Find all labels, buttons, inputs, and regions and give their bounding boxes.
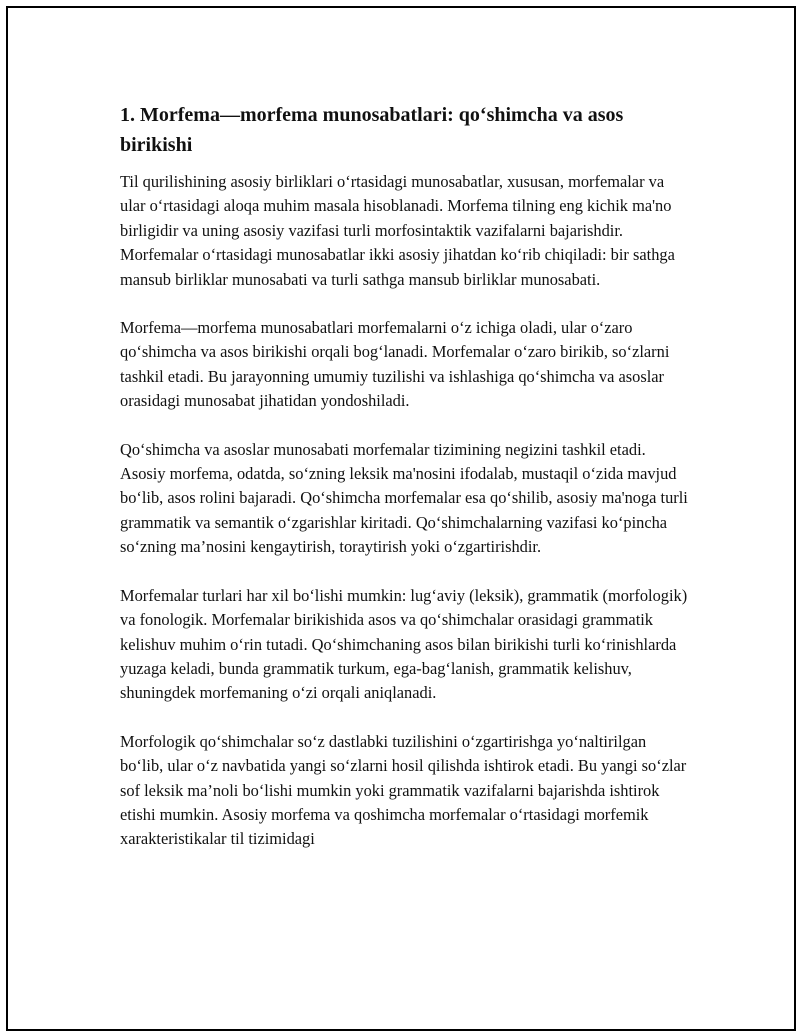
page-frame: [6, 6, 796, 1031]
document-body: [120, 100, 690, 876]
section-heading: 1. Morfema—morfema munosabatlari: qo‘shimcha va asos birikishi: [120, 104, 624, 156]
paragraph-1: Til qurilishining asosiy birliklari o‘rtasidagi munosabatlar, xususan, morfemalar va ular o‘rtasidagi aloqa muhim masala hisoblanadi. Morfema tilning eng kichik ma'no birligidir va uning asosiy vazifasi turli morfosintaktik vazifalarni bajarishdir. Morfemalar o‘rtasidagi munosabatlar ikki asosiy jihatdan ko‘rib chiqiladi: bir sathga mansub birliklar munosabati va turli sathga mansub birliklar munosabati.: [120, 172, 675, 289]
paragraph-3: Qo‘shimcha va asoslar munosabati morfemalar tizimining negizini tashkil etadi. Asosiy morfema, odatda, so‘zning leksik ma'nosini ifodalab, mustaqil o‘zida mavjud bo‘lib, asos rolini bajaradi. Qo‘shimcha morfemalar esa qo‘shilib, asosiy ma'noga turli grammatik va semantik o‘zgarishlar kiritadi. Qo‘shimchalarning vazifasi ko‘pincha so‘zning ma’nosini kengaytirish, toraytirish yoki o‘zgartirishdir.: [120, 439, 688, 557]
paragraph-4: Morfemalar turlari har xil bo‘lishi mumkin: lug‘aviy (leksik), grammatik (morfologik) va fonologik. Morfemalar birikishida asos va qo‘shimchalar orasidagi grammatik kelishuv muhim o‘rin tutadi. Qo‘shimchaning asos bilan birikishi turli ko‘rinishlarda yuzaga keladi, bunda grammatik turkum, ega-bag‘lanish, grammatik kelishuv, shuningdek morfemaning o‘zi orqali aniqlanadi.: [120, 585, 688, 703]
paragraph-5: Morfologik qo‘shimchalar so‘z dastlabki tuzilishini o‘zgartirishga yo‘naltirilgan bo‘lib, ular o‘z navbatida yangi so‘zlarni hosil qilishda ishtirok etadi. Bu yangi so‘zlar sof leksik ma’noli bo‘lishi mumkin yoki grammatik vazifalarni bajarishda ishtirok etishi mumkin. Asosiy morfema va qoshimcha morfemalar o‘rtasidagi morfemik xarakteristikalar til tizimidagi: [120, 731, 687, 849]
paragraph-2: Morfema—morfema munosabatlari morfemalarni o‘z ichiga oladi, ular o‘zaro qo‘shimcha va asos birikishi orqali bog‘lanadi. Morfemalar o‘zaro birikib, so‘zlarni tashkil etadi. Bu jarayonning umumiy tuzilishi va ishlashiga qo‘shimcha va asoslar orasidagi munosabat jihatidan yondoshiladi.: [120, 318, 670, 411]
